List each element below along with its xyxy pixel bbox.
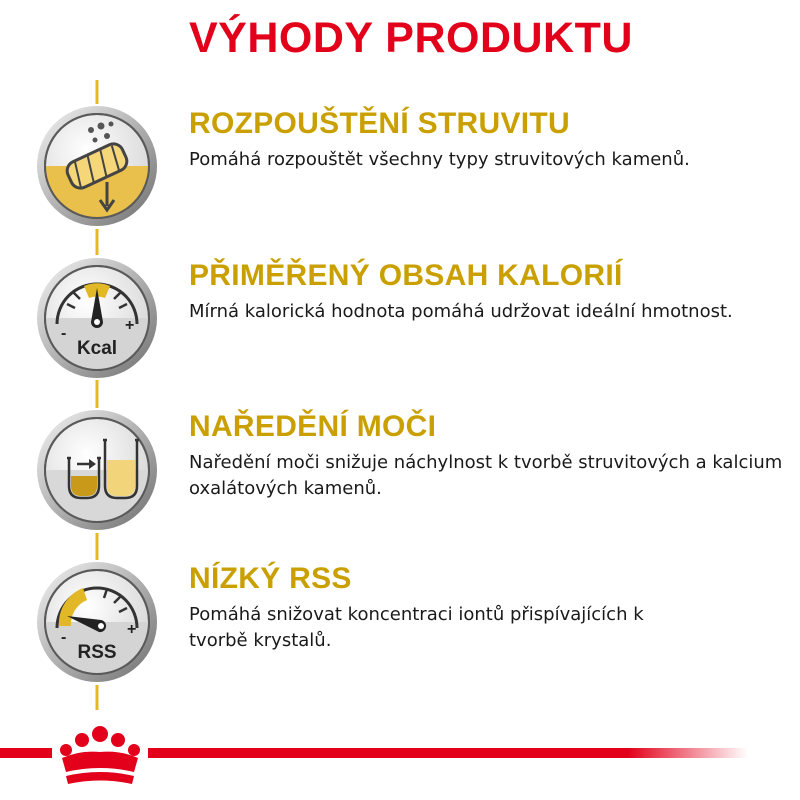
kcal-gauge-icon xyxy=(37,258,157,378)
gauge-minus-sign: - xyxy=(61,629,67,646)
feature-description: Pomáhá snižovat koncentraci iontů přispívajících k tvorbě krystalů. xyxy=(189,604,644,651)
rss-gauge-label: RSS xyxy=(77,642,117,663)
gauge-plus-sign: + xyxy=(125,317,135,334)
gauge-plus-sign: + xyxy=(127,621,137,638)
struvite-dissolution-icon xyxy=(37,106,157,226)
feature-low-rss xyxy=(189,562,689,654)
feature-timeline xyxy=(0,0,200,800)
feature-calorie-content xyxy=(189,259,749,325)
kcal-gauge-label: Kcal xyxy=(76,338,118,359)
feature-struvite-dissolution xyxy=(189,107,789,173)
gauge-minus-sign: - xyxy=(61,325,67,342)
feature-description: Mírná kalorická hodnota pomáhá udržovat ideální hmotnost. xyxy=(189,301,733,322)
feature-description: Pomáhá rozpouštět všechny typy struvitových kamenů. xyxy=(189,149,690,170)
feature-title: NAŘEDĚNÍ MOČI xyxy=(189,410,437,443)
urine-dilution-icon xyxy=(37,410,157,530)
footer-brand-bar xyxy=(0,710,800,800)
rss-gauge-icon xyxy=(37,562,157,682)
royal-crown-logo xyxy=(60,726,140,784)
feature-title: PŘIMĚŘENÝ OBSAH KALORIÍ xyxy=(189,259,623,292)
feature-urine-dilution xyxy=(189,410,789,502)
feature-title: ROZPOUŠTĚNÍ STRUVITU xyxy=(189,107,571,140)
feature-description: Naředění moči snižuje náchylnost k tvorbě struvitových a kalcium oxalátových kamenů. xyxy=(189,452,783,499)
page-title: VÝHODY PRODUKTU xyxy=(189,14,633,62)
feature-title: NÍZKÝ RSS xyxy=(189,562,352,595)
